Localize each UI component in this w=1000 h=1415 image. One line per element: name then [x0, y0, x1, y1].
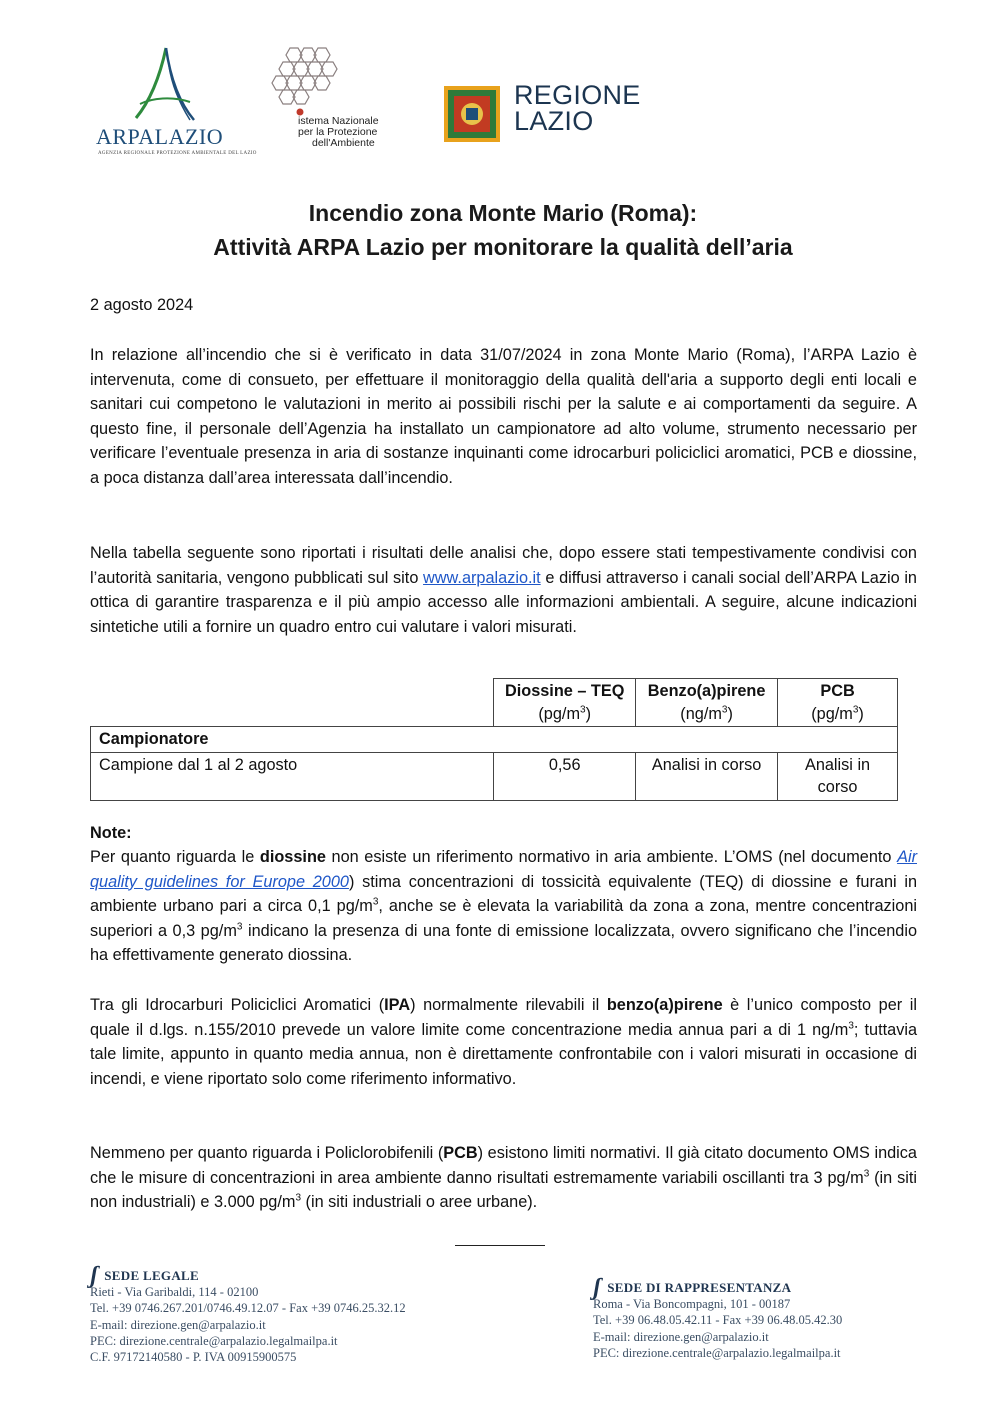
- table-cell-pcb-value: [778, 752, 898, 800]
- snpa-line-2: per la Protezione: [298, 126, 378, 138]
- footer-phone: Tel. +39 0746.267.201/0746.49.12.07 - Fax +39 0746.25.32.12: [90, 1301, 406, 1316]
- table-cell-benzoapirene-value: Analisi in corso: [636, 752, 778, 800]
- note-pcb: Nemmeno per quanto riguarda i Policlorobifenili (PCB) esistono limiti normativi. Il già citato documento OMS indica che le misure di concentrazioni in area ambiente danno risultati estremamente variabili oscillanti tra 3 $pg/m^3$ (in siti non industriali) e 3.000 $pg/m^3$ (in siti industriali o aree urbane).: [90, 1144, 918, 1212]
- note-diossine-bold: diossine: [259, 848, 326, 866]
- table-header-row: [91, 679, 898, 727]
- table-header-blank: [91, 679, 494, 727]
- table-header-benzoapirene: [636, 679, 778, 727]
- header-pcb-name: PCB: [820, 682, 855, 700]
- footer-tax-id: C.F. 97172140580 - P. IVA 00915900575: [90, 1350, 297, 1365]
- table-section-campionatore: Campionatore: [91, 727, 898, 753]
- lazio-line-1: REGIONE: [514, 80, 641, 110]
- header-diossine-name: Diossine – TEQ: [504, 682, 625, 700]
- footer-email: E-mail: direzione.gen@arpalazio.it: [90, 1317, 266, 1332]
- intro-paragraph: In relazione all’incendio che si è verificato in data 31/07/2024 in zona Monte Mario (Roma), l’ARPA Lazio è intervenuta, come di consueto, per effettuare il monitoraggio della qualità dell'aria a supporto degli enti locali e sanitari cui competono le valutazioni in merito ai possibili rischi per la salute e ai comportamenti da seguire. A questo fine, il personale dell’Agenzia ha installato un campionatore ad alto volume, strumento necessario per verificare l’eventuale presenza in aria di sostanze inquinanti come idrocarburi policiclici aromatici, PCB e diossine, a poca distanza dall’area interessata dall’incendio.: [90, 346, 917, 487]
- arpa-lazio-emblem-icon: [132, 46, 202, 124]
- footer-pec: PEC: direzione.centrale@arpalazio.legalmailpa.it: [90, 1333, 338, 1348]
- footer-sede-rappresentanza-title: ʃSEDE DI RAPPRESENTANZA: [593, 1275, 792, 1301]
- footer-sede-legale-title: ʃSEDE LEGALE: [90, 1263, 199, 1289]
- footer-pec: PEC: direzione.centrale@arpalazio.legalmailpa.it: [593, 1345, 841, 1360]
- footer-sede-rappresentanza: [593, 1275, 843, 1361]
- results-table: [90, 678, 898, 801]
- page-title: [90, 196, 916, 264]
- pcb-value-line-2: corso: [817, 778, 858, 796]
- results-paragraph-text-2: e diffusi attraverso i canali social dell’ARPA Lazio in ottica di garantire trasparenza e il più ampio accesso alle informazioni ambientali. A seguire, alcune indicazioni sintetiche utili a fornire un quadro entro cui valutare i valori misurati.: [90, 568, 917, 636]
- note-benzoapirene-bold: benzo(a)pirene: [606, 996, 723, 1014]
- arpa-lazio-subtitle: AGENZIA REGIONALE PROTEZIONE AMBIENTALE DEL LAZIO: [98, 151, 257, 156]
- table-cell-sample-label: Campione dal 1 al 2 agosto: [91, 752, 494, 800]
- results-paragraph: [90, 541, 917, 639]
- snpa-hexagon-icon: [270, 44, 350, 116]
- arpalazio-website-link[interactable]: www.arpalazio.it: [423, 568, 541, 587]
- note-ipa: Tra gli Idrocarburi Policiclici Aromatici (IPA) normalmente rilevabili il benzo(a)pirene è l’unico composto per il quale il d.lgs. n.155/2010 prevede un valore limite come concentrazione media annua pari a di 1 $ng/m^3$; tuttavia tale limite, appunto in quanto media annua, non è direttamente confrontabile con i valori misurati in occasione di incendi, e viene riportato solo come riferimento informativo.: [90, 996, 918, 1088]
- regione-lazio-crest-icon: [442, 84, 502, 144]
- notes-heading: Note:: [90, 824, 132, 842]
- header-logos: [90, 40, 710, 160]
- footer-divider: [455, 1245, 545, 1246]
- footer-sede-legale: [90, 1263, 406, 1365]
- snpa-line-1: istema Nazionale: [298, 115, 379, 127]
- table-cell-diossine-value: 0,56: [494, 752, 636, 800]
- snpa-line-3: dell'Ambiente: [312, 137, 375, 149]
- footer-address: Rieti - Via Garibaldi, 114 - 02100: [90, 1285, 259, 1300]
- header-benzoapirene-unit: $(ng/m^3)$: [680, 704, 733, 723]
- air-quality-guidelines-link[interactable]: Air quality guidelines for Europe 2000: [90, 848, 917, 891]
- header-benzoapirene-name: Benzo(a)pirene: [647, 682, 766, 700]
- table-section-row: [91, 727, 898, 753]
- note-diossine: Per quanto riguarda le diossine non esiste un riferimento normativo in aria ambiente. L’OMS (nel documento Air quality guidelines for Europe 2000) stima concentrazioni di tossicità equivalente (TEQ) di diossine e furani in ambiente urbano pari a circa 0,1 $pg/m^3$, anche se è elevata la variabilità da zona a zona, mentre concentrazioni superiori a 0,3 $pg/m^3$ indicano la presenza di una fonte di emissione localizzata, ovvero significano che l’incendio ha effettivamente generato diossina.: [90, 848, 917, 965]
- snpa-wordmark: [298, 116, 379, 149]
- footer-logo-mark-icon: ʃ: [593, 1275, 602, 1301]
- footer-email: E-mail: direzione.gen@arpalazio.it: [593, 1329, 769, 1344]
- note-pcb-bold: PCB: [443, 1144, 478, 1162]
- results-paragraph-text-1: Nella tabella seguente sono riportati i risultati delle analisi che, dopo essere stati tempestivamente condivisi con l’autorità sanitaria, vengono pubblicati sul sito: [90, 544, 917, 587]
- table-header-diossine: [494, 679, 636, 727]
- table-row: [91, 752, 898, 800]
- title-line-2: Attività ARPA Lazio per monitorare la qualità dell’aria: [213, 234, 793, 260]
- regione-lazio-logo: [442, 80, 712, 148]
- arpa-lazio-wordmark: ARPALAZIO: [96, 124, 224, 149]
- header-pcb-unit: $(pg/m^3)$: [811, 704, 864, 723]
- lazio-line-2: LAZIO: [514, 106, 594, 136]
- header-diossine-unit: $(pg/m^3)$: [538, 704, 591, 723]
- regione-lazio-wordmark: [514, 82, 641, 134]
- footer-phone: Tel. +39 06.48.05.42.11 - Fax +39 06.48.05.42.30: [593, 1313, 843, 1328]
- note-ipa-bold: IPA: [384, 996, 411, 1014]
- table-header-pcb: [778, 679, 898, 727]
- pcb-value-line-1: Analisi in: [804, 755, 871, 774]
- title-line-1: Incendio zona Monte Mario (Roma):: [308, 200, 698, 226]
- arpa-lazio-logo: [90, 46, 257, 156]
- publication-date: 2 agosto 2024: [90, 296, 194, 314]
- footer-address: Roma - Via Boncompagni, 101 - 00187: [593, 1297, 791, 1312]
- footer-logo-mark-icon: ʃ: [90, 1263, 99, 1289]
- snpa-logo: [270, 44, 440, 154]
